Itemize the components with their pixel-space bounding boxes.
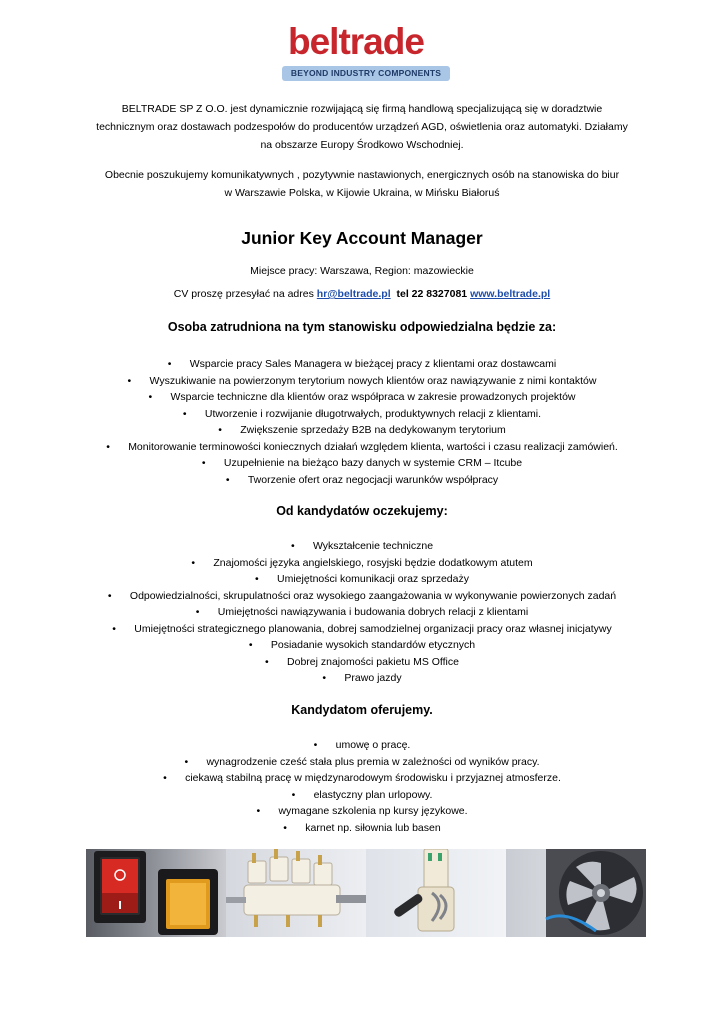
bullet-dot: • bbox=[163, 772, 167, 784]
job-title: Junior Key Account Manager bbox=[241, 228, 483, 248]
bullet-item bbox=[40, 472, 684, 489]
bullet-text: Umiejętności nawiązywania i budowania dobrych relacji z klientami bbox=[217, 606, 529, 618]
bullet-dot: • bbox=[201, 457, 206, 469]
bullet-text: Umiejętności strategicznego planowania, dobrej samodzielnej organizacji pracy oraz własnej inicjatywy bbox=[134, 622, 612, 635]
bullet-dot: • bbox=[195, 606, 200, 618]
bullet-item bbox=[40, 770, 684, 787]
bullet-text: Dobrej znajomości pakietu MS Office bbox=[287, 655, 459, 668]
rotary-cam-switch-image bbox=[226, 849, 366, 937]
bullet-text: Wsparcie pracy Sales Managera w bieżącej pracy z klientami oraz dostawcami bbox=[189, 358, 557, 370]
bullet-text: Posiadanie wysokich standardów etycznych bbox=[270, 639, 476, 651]
responsibilities-heading: Osoba zatrudniona na tym stanowisku odpowiedzialna będzie za: bbox=[167, 320, 557, 334]
bullet-item bbox=[40, 621, 684, 638]
bullet-dot: • bbox=[218, 424, 222, 436]
logo-tagline: BEYOND INDUSTRY COMPONENTS bbox=[282, 66, 450, 81]
intro-line: na obszarze Europy Środkowo Wschodniej. bbox=[260, 139, 464, 151]
bullet-dot: • bbox=[290, 540, 295, 552]
bullet-text: Uzupełnienie na bieżąco bazy danych w systemie CRM – Itcube bbox=[223, 457, 523, 469]
bullet-item bbox=[40, 670, 684, 687]
bullet-item bbox=[40, 754, 684, 771]
bullet-item bbox=[40, 820, 684, 837]
bullet-dot: • bbox=[167, 358, 172, 370]
bullet-dot: • bbox=[106, 440, 110, 453]
email-link[interactable]: hr@beltrade.pl bbox=[316, 288, 391, 300]
intro-line: w Warszawie Polska, w Kijowie Ukraina, w Mińsku Białoruś bbox=[224, 187, 500, 199]
contact-prefix: CV proszę przesyłać na adres bbox=[173, 288, 314, 300]
bullet-dot: • bbox=[107, 589, 112, 602]
bullet-item bbox=[40, 373, 684, 390]
bullet-dot: • bbox=[255, 573, 259, 585]
bullet-item bbox=[40, 588, 684, 605]
bullet-item bbox=[40, 439, 684, 456]
bullet-text: Znajomości języka angielskiego, rosyjski będzie dodatkowym atutem bbox=[213, 556, 533, 569]
bullet-dot: • bbox=[283, 821, 287, 834]
bullet-item bbox=[40, 803, 684, 820]
bullet-dot: • bbox=[112, 622, 116, 635]
bullet-text: Wykształcenie techniczne bbox=[312, 540, 434, 552]
bullet-text: Umiejętności komunikacji oraz sprzedaży bbox=[277, 573, 469, 585]
bullet-text: ciekawą stabilną pracę w międzynarodowym środowisku i przyjaznej atmosferze. bbox=[185, 772, 561, 784]
requirements-list bbox=[40, 538, 684, 687]
fan-motor-image bbox=[506, 849, 646, 937]
bullet-text: umowę o pracę. bbox=[335, 739, 411, 751]
bullet-item bbox=[40, 787, 684, 804]
bullet-dot: • bbox=[313, 739, 318, 751]
bullet-dot: • bbox=[291, 788, 296, 801]
company-intro bbox=[60, 100, 664, 154]
bullet-item bbox=[40, 604, 684, 621]
intro-line: Obecnie poszukujemy komunikatywnych , pozytywnie nastawionych, energicznych osób na stanowiska do biur bbox=[104, 169, 620, 181]
beltrade-logo bbox=[282, 22, 454, 82]
bullet-dot: • bbox=[191, 556, 196, 569]
bullet-dot: • bbox=[322, 672, 327, 684]
contact-line bbox=[60, 288, 664, 300]
company-search-note bbox=[60, 166, 664, 202]
bullet-text: Zwiększenie sprzedaży B2B na dedykowanym terytorium bbox=[240, 424, 506, 436]
responsibilities-list bbox=[40, 356, 684, 488]
bullet-item bbox=[40, 538, 684, 555]
bullet-text: Prawo jazdy bbox=[344, 672, 402, 684]
bullet-text: karnet np. siłownia lub basen bbox=[305, 821, 441, 834]
offer-heading: Kandydatom oferujemy. bbox=[291, 703, 433, 717]
bullet-dot: • bbox=[127, 374, 132, 387]
bullet-text: Monitorowanie terminowości koniecznych działań względem klienta, wartości i czasu realizacji zamówień. bbox=[128, 440, 618, 453]
bullet-text: wynagrodzenie cześć stała plus premia w zależności od wyników pracy. bbox=[206, 755, 540, 768]
bullet-text: elastyczny plan urlopowy. bbox=[313, 788, 433, 801]
bullet-text: wymagane szkolenia np kursy językowe. bbox=[278, 805, 468, 817]
thermostat-switch-image bbox=[366, 849, 506, 937]
requirements-heading: Od kandydatów oczekujemy: bbox=[276, 504, 448, 518]
bullet-item bbox=[40, 356, 684, 373]
bullet-dot: • bbox=[182, 407, 187, 420]
bullet-text: Tworzenie ofert oraz negocjacji warunków współpracy bbox=[247, 473, 499, 486]
phone-number: tel 22 8327081 bbox=[396, 288, 468, 300]
bullet-item bbox=[40, 422, 684, 439]
bullet-item bbox=[40, 571, 684, 588]
job-location: Miejsce pracy: Warszawa, Region: mazowieckie bbox=[250, 265, 474, 277]
bullet-item bbox=[40, 455, 684, 472]
bullet-text: Odpowiedzialności, skrupulatności oraz wysokiego zaangażowania w wykonywanie powierzonych zadań bbox=[129, 589, 617, 602]
bullet-dot: • bbox=[265, 655, 269, 668]
bullet-dot: • bbox=[148, 391, 153, 403]
bullet-item bbox=[40, 555, 684, 572]
product-image-strip bbox=[86, 849, 646, 937]
bullet-item bbox=[40, 637, 684, 654]
bullet-text: Wsparcie techniczne dla klientów oraz współpraca w zakresie prowadzonych projektów bbox=[170, 391, 576, 403]
bullet-text: Utworzenie i rozwijanie długotrwałych, produktywnych relacji z klientami. bbox=[204, 407, 542, 420]
intro-line: BELTRADE SP Z O.O. jest dynamicznie rozwijającą się firmą handlową specjalizującą się w doradztwie bbox=[121, 103, 603, 115]
bullet-item bbox=[40, 389, 684, 406]
bullet-text: Wyszukiwanie na powierzonym terytorium nowych klientów oraz nawiązywanie z nimi kontaktów bbox=[149, 374, 597, 387]
bullet-item bbox=[40, 737, 684, 754]
bullet-item bbox=[40, 406, 684, 423]
logo-wordmark: beltrade bbox=[288, 21, 424, 62]
offer-list bbox=[40, 737, 684, 836]
rocker-switch-image bbox=[86, 849, 226, 937]
bullet-item bbox=[40, 654, 684, 671]
bullet-dot: • bbox=[248, 639, 253, 651]
bullet-dot: • bbox=[184, 755, 189, 768]
intro-line: technicznym oraz dostawach podzespołów do producentów urządzeń AGD, oświetlenia oraz automatyki. Działamy bbox=[96, 121, 628, 133]
website-link[interactable]: www.beltrade.pl bbox=[470, 288, 551, 300]
bullet-dot: • bbox=[225, 473, 230, 486]
bullet-dot: • bbox=[256, 805, 261, 817]
